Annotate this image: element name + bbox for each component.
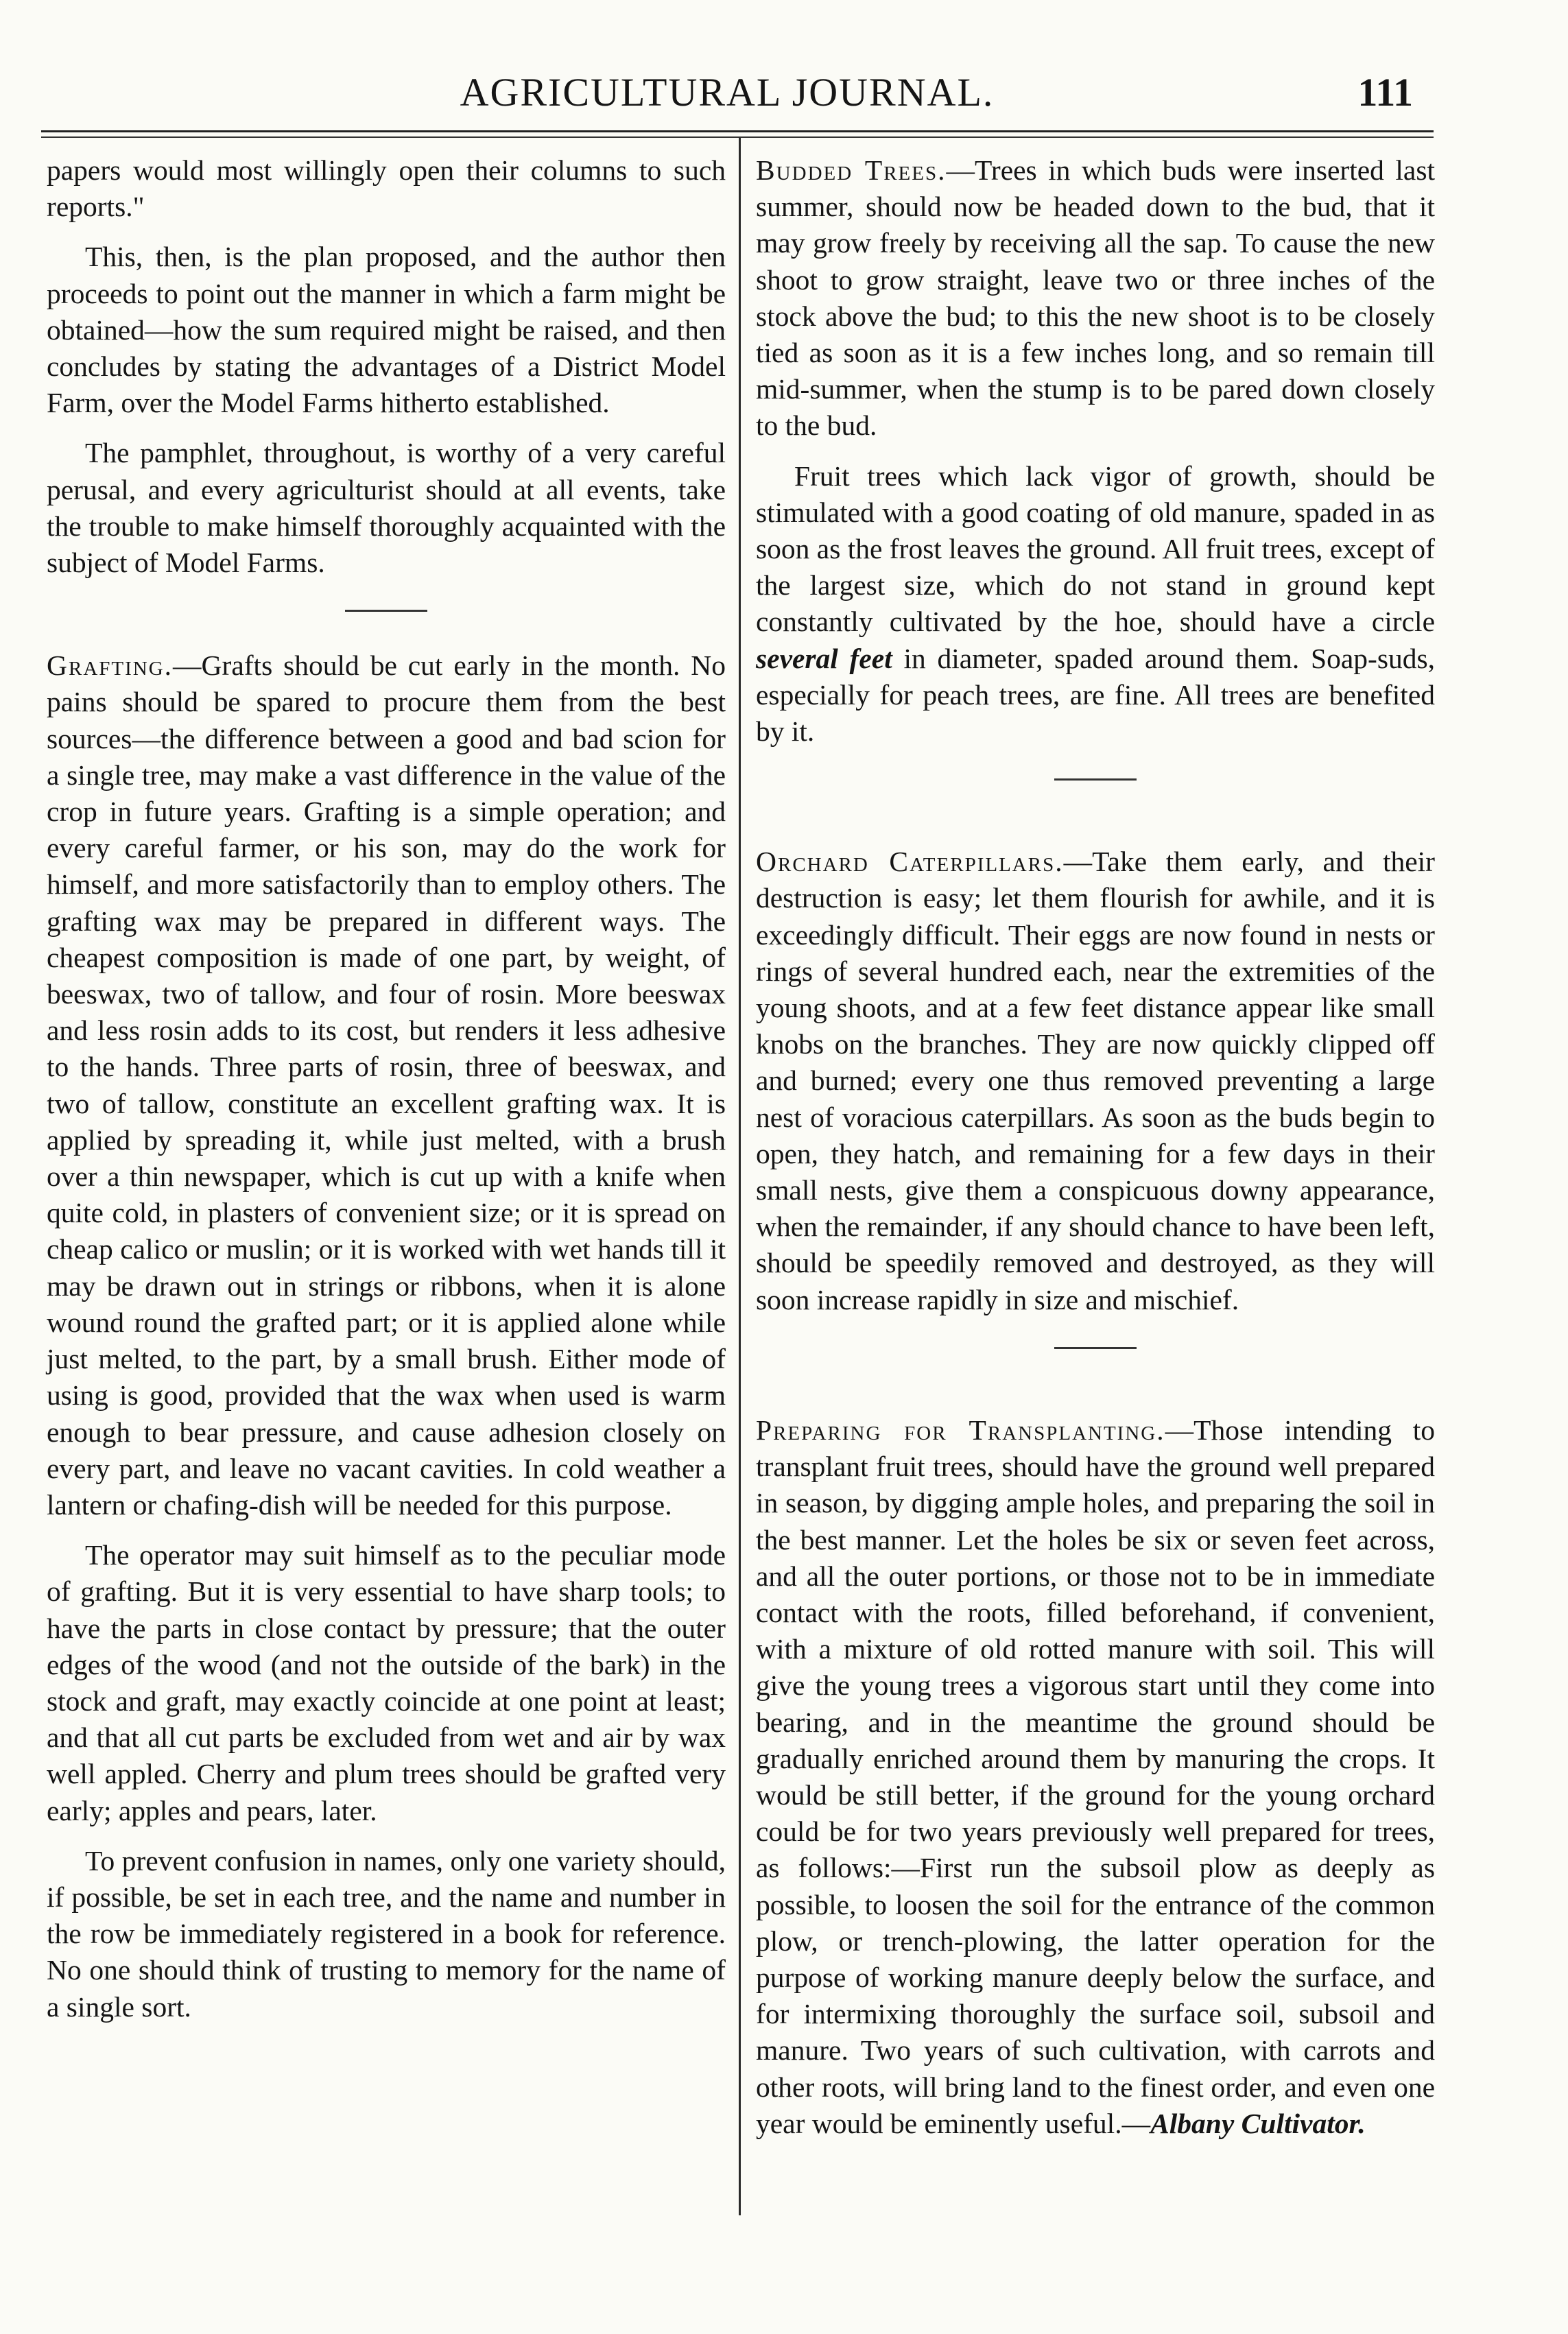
paragraph-operator: The operator may suit himself as to the peculiar mode of grafting. But it is very essential to have sharp tools; to have the parts in close contact by pressure; that the outer edges of the wood (and not the outside of the bark) in the stock and graft, may exactly coincide at one point at least; and that all cut parts be excluded from wet and air by wax well appled. Cherry and plum trees should be grafted very early; apples and pears, later. (47, 1539, 726, 1826)
orchard-body: —Take them early, and their destruction is easy; let them flourish for awhile, and it is exceedingly difficult. Their eggs are now found in nests or rings of several hundred each, near the extremities of the young shoots, and at a few feet distance appear like small knobs on the branches. They are now quickly clipped off and burned; every one thus removed preventing a large nest of voracious caterpillars. As soon as the buds begin to open, they hatch, and remaining for a few days in their small nests, give them a conspicuous downy appearance, when the remainder, if any should chance to have been left, should be speedily removed and destroyed, as they will soon increase rapidly in size and mischief. (756, 846, 1435, 1315)
paragraph-plan: This, then, is the plan proposed, and the author then proceeds to point out the manner in which a farm might be obtained—how the sum required might be raised, and then concludes by stating the advantages of a District Model Farm, over the Model Farms hitherto established. (47, 241, 726, 419)
heading-preparing-transplanting: Preparing for Transplanting. (756, 1414, 1165, 1446)
section-separator (345, 610, 427, 612)
article-grafting (47, 647, 726, 1523)
heading-orchard-caterpillars: Orchard Caterpillars. (756, 846, 1064, 878)
budded-body: —Trees in which buds were inserted last summer, should now be headed down to the bud, that it may grow freely by receiving all the sap. To cause the new shoot to grow straight, leave two or three inches of the stock above the bud; to this the new shoot is to be closely tied as soon as it is a few inches long, and so remain till mid-summer, when the stump is to be pared down closely to the bud. (756, 154, 1435, 442)
paragraph-continuation: papers would most willingly open their columns to such reports." (47, 154, 726, 223)
paragraph-pamphlet: The pamphlet, throughout, is worthy of a very careful perusal, and every agriculturist should at all events, take the trouble to make himself thoroughly acquainted with the subject of Model Farms. (47, 437, 726, 579)
heading-grafting: Grafting. (47, 650, 174, 682)
right-column (756, 152, 1435, 2156)
page-number: 111 (1357, 70, 1413, 115)
running-title: AGRICULTURAL JOURNAL. (460, 70, 995, 115)
grafting-body: —Grafts should be cut early in the month. No pains should be spared to procure them from the best sources—the difference between a good and bad scion for a single tree, may make a vast difference in the value of the crop in future years. Grafting is a simple operation; and every careful farmer, or his son, may do the work for himself, and more satisfactorily than to employ others. The grafting wax may be prepared in different ways. The cheapest composition is made of one part, by weight, of beeswax, two of tallow, and four of rosin. More beeswax and less rosin adds to its cost, but renders it less adhesive to the hands. Three parts of rosin, three of beeswax, and two of tallow, constitute an excellent grafting wax. It is applied by spreading it, while just melted, with a brush over a thin newspaper, which is cut up with a knife when quite cold, in plasters of convenient size; or it is spread on cheap calico or muslin; or it is worked with wet hands till it may be drawn out in strings or ribbons, when it is alone wound round the grafted part; or it is applied alone while just melted, to the part, by a small brush. Either mode of using is good, provided that the wax when used is warm enough to bear pressure, and cause adhesion closely on every part, and leave no vacant cavities. In cold weather a lantern or chafing-dish will be needed for this purpose. (47, 650, 726, 1521)
left-column (47, 152, 726, 2039)
heading-budded-trees: Budded Trees. (756, 154, 947, 186)
section-separator (1054, 1347, 1137, 1349)
source-attribution: Albany Cultivator. (1150, 2107, 1366, 2139)
page-header (41, 65, 1413, 127)
column-divider (739, 137, 741, 2215)
article-preparing-transplanting (756, 1412, 1435, 2142)
section-separator (1054, 778, 1137, 781)
article-orchard-caterpillars (756, 844, 1435, 1318)
preparing-body: —Those intending to transplant fruit trees, should have the ground well prepared in season, by digging ample holes, and preparing the soil in the best manner. Let the holes be six or seven feet across, and all the outer portions, or those not to be in immediate contact with the roots, filled beforehand, if convenient, with a mixture of old rotted manure with soil. This will give the young trees a vigorous start until they come into bearing, and in the meantime the ground should be gradually enriched around them by manuring the crops. It would be still better, if the ground for the young orchard could be for two years previously well prepared for trees, as follows:—First run the subsoil plow as deeply as possible, to loosen the soil for the entrance of the common plow, or trench-plowing, the latter operation for the purpose of working manure deeply below the surface, and for intermixing thoroughly the surface soil, subsoil and manure. Two years of such cultivation, with carrots and other roots, will bring land to the finest order, and even one year would be eminently useful.— (756, 1414, 1435, 2139)
article-budded-trees (756, 152, 1435, 444)
paragraph-confusion: To prevent confusion in names, only one variety should, if possible, be set in each tree, and the name and number in the row be immediately registered in a book for reference. No one should think of trusting to memory for the name of a single sort. (47, 1844, 726, 2023)
paragraph-fruit-trees: Fruit trees which lack vigor of growth, should be stimulated with a good coating of old manure, spaded in as soon as the frost leaves the ground. All fruit trees, except of the largest size, which do not stand in ground kept constantly cultivated by the hoe, should have a circle several feet in diameter, spaded around them. Soap-suds, especially for peach trees, are fine. All trees are benefited by it. (756, 460, 1436, 748)
emphasis-several-feet: several feet (756, 642, 892, 674)
header-double-rule (41, 130, 1434, 138)
